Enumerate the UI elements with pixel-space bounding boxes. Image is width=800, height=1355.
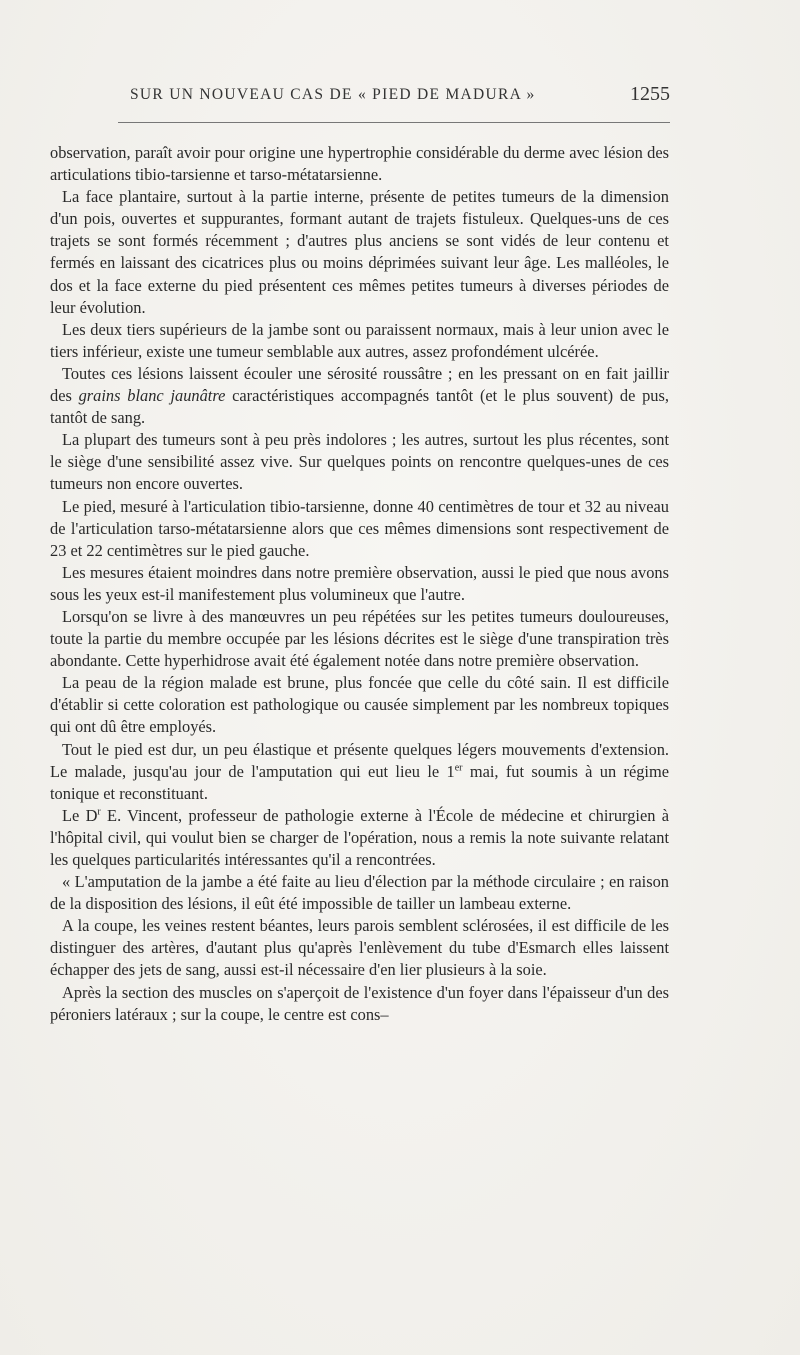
running-title: SUR UN NOUVEAU CAS DE « PIED DE MADURA »: [130, 86, 536, 103]
body-text: [50, 142, 669, 1026]
superscript: r: [97, 806, 101, 818]
paragraph: Lorsqu'on se livre à des manœuvres un peu répétées sur les petites tumeurs douloureuses, toute la partie du membre occupée par les lésions décrites est le siège d'une transpiration très abondante. Cette hyperhidrose avait été également notée dans notre première observation.: [50, 606, 669, 671]
paragraph-text: Tout le pied est dur, un peu élastique et présente quelques légers mouvements d'extension. Le malade, jusqu'au jour de l'amputation qui eut lieu le 1: [50, 739, 669, 781]
paragraph: Le pied, mesuré à l'articulation tibio-tarsienne, donne 40 centimètres de tour et 32 au niveau de l'articulation tarso-métatarsienne alors que ces mêmes dimensions sont respectivement de 23 et 22 centimètres sur le pied gauche.: [50, 496, 669, 560]
paragraph: A la coupe, les veines restent béantes, leurs parois semblent sclérosées, il est difficile de les distinguer des artères, d'autant plus qu'après l'enlèvement du tube d'Esmarch elles laissent échapper des jets de sang, aussi est-il nécessaire d'en lier plusieurs à la soie.: [50, 916, 669, 980]
italic-term: grains blanc jaunâtre: [78, 386, 226, 406]
page-header: [130, 83, 670, 114]
paragraph: observation, paraît avoir pour origine une hypertrophie considérable du derme avec lésion des articulations tibio-tarsienne et tarso-métatarsienne.: [50, 143, 669, 185]
paragraph-text: mai, fut soumis à un régime tonique et reconstituant.: [50, 761, 669, 803]
paragraph: Après la section des muscles on s'aperçoit de l'existence d'un foyer dans l'épaisseur d'un des péroniers latéraux ; sur la coupe, le centre est cons–: [50, 982, 669, 1024]
superscript: er: [454, 762, 463, 774]
paragraph: [50, 805, 669, 871]
paragraph: La plupart des tumeurs sont à peu près indolores ; les autres, surtout les plus récentes, sont le siège d'une sensibilité assez vive. Sur quelques points on rencontre quelques-unes de ces tumeurs non encore ouvertes.: [50, 430, 669, 494]
paragraph-text: caractéristiques accompagnés tantôt (et le plus souvent) de pus, tantôt de sang.: [50, 386, 669, 428]
paragraph: Les mesures étaient moindres dans notre première observation, aussi le pied que nous avons sous les yeux est-il manifestement plus volumineux que l'autre.: [50, 562, 669, 604]
header-rule: [118, 122, 670, 123]
paragraph: Les deux tiers supérieurs de la jambe sont ou paraissent normaux, mais à leur union avec le tiers inférieur, existe une tumeur semblable aux autres, assez profondément ulcérée.: [50, 319, 669, 361]
paragraph: « L'amputation de la jambe a été faite au lieu d'élection par la méthode circulaire ; en raison de la disposition des lésions, il eût été impossible de tailler un lambeau externe.: [50, 872, 669, 914]
page-number: 1255: [630, 83, 670, 105]
paragraph: La face plantaire, surtout à la partie interne, présente de petites tumeurs de la dimension d'un pois, ouvertes et suppurantes, formant autant de trajets fistuleux. Quelques-uns de ces trajets se sont formés récemment ; d'autres plus anciens se sont vidés de leur contenu et fermés en laissant des cicatrices plus ou moins déprimées suivant leur âge. Les malléoles, le dos et la face externe du pied présentent ces mêmes petites tumeurs à diverses périodes de leur évolution.: [50, 187, 669, 317]
paragraph-text: Toutes ces lésions laissent écouler une sérosité roussâtre ; en les pressant on en fait jaillir des: [50, 363, 669, 406]
paragraph: La peau de la région malade est brune, plus foncée que celle du côté sain. Il est difficile d'établir si cette coloration est pathologique ou causée simplement par les nombreux topiques qui ont dû être employés.: [50, 673, 669, 737]
paragraph-text: Le D: [62, 805, 98, 825]
paragraph: [50, 739, 669, 805]
paragraph: [50, 363, 669, 429]
paragraph-text: E. Vincent, professeur de pathologie externe à l'École de médecine et chirurgien à l'hôpital civil, qui voulut bien se charger de l'opération, nous a remis la note suivante relatant les quelques particularités intéressantes qu'il a rencontrées.: [50, 805, 669, 869]
